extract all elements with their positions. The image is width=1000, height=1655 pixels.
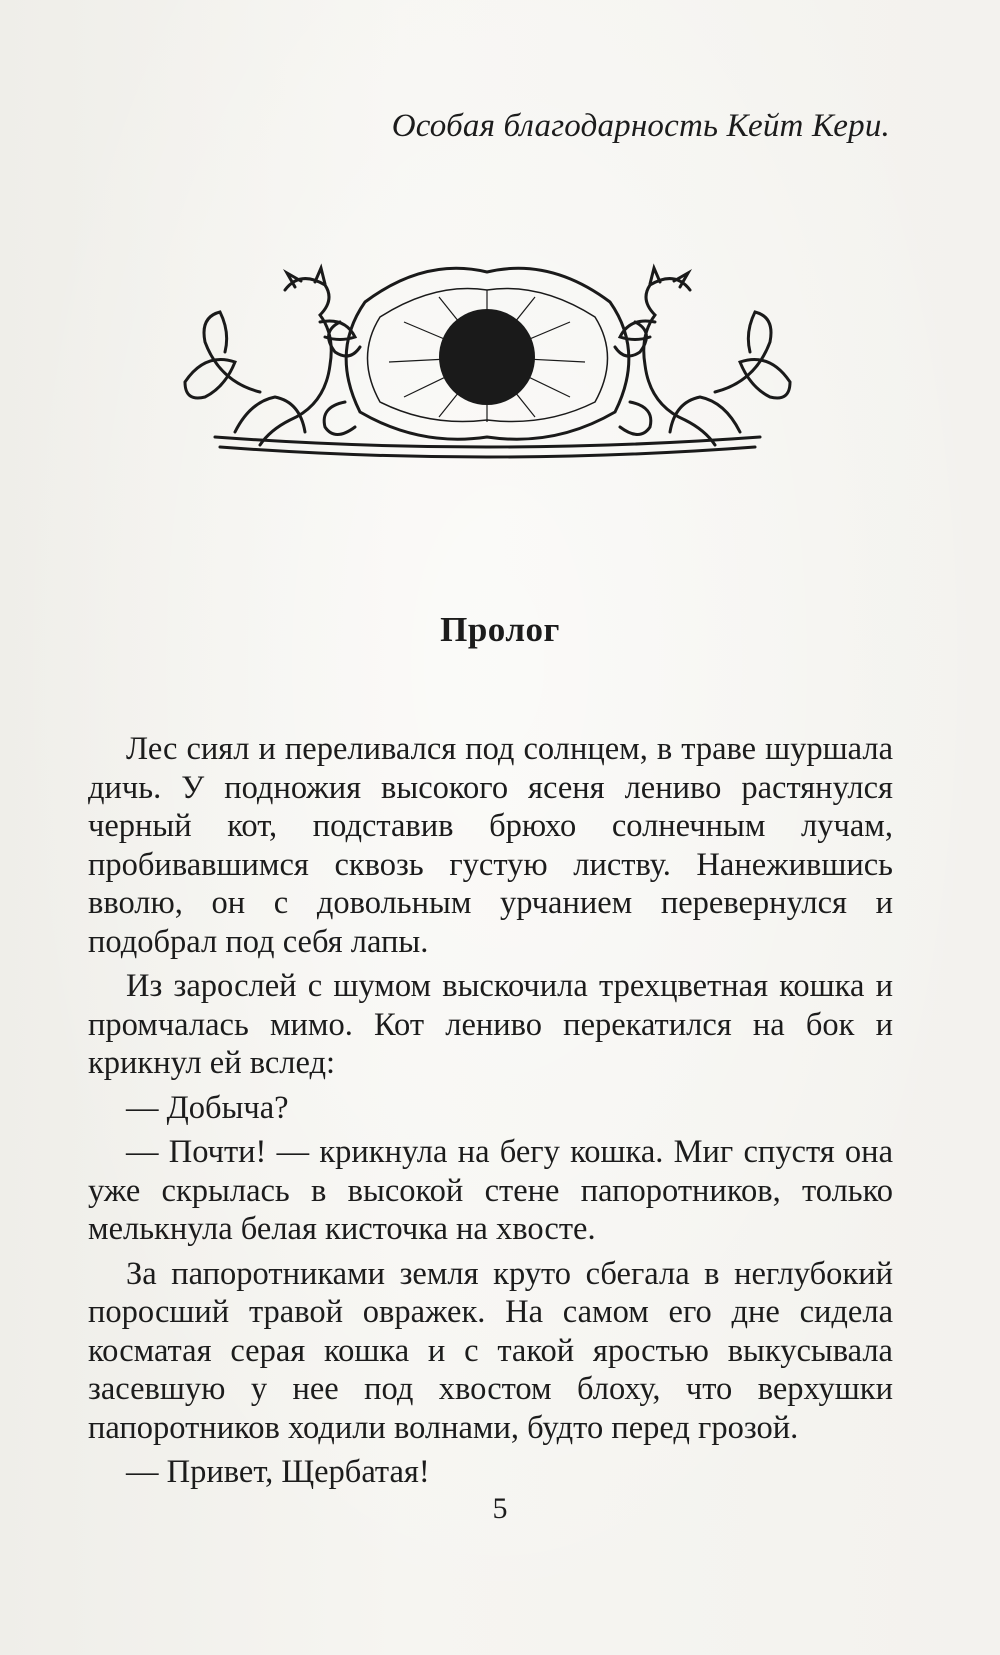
dedication: Особая благодарность Кейт Кери. [391,108,890,144]
heraldic-cats-sun-emblem-icon [175,262,800,480]
chapter-title: Пролог [440,610,560,649]
paragraph: — Добыча? [126,1089,289,1126]
paragraph: — Привет, Щербатая! [126,1454,430,1490]
paragraph: Из зарослей с шумом выскочила трехцветная кошка и промчалась мимо. Кот лениво перекатился на бок и крикнул ей вслед: [88,968,893,1081]
body-text [88,730,893,1498]
paragraph: Лес сиял и переливался под солнцем, в траве шуршала дичь. У подножия высокого ясеня лениво растянулся черный кот, подставив брюхо солнечным лучам, пробивавшимся сквозь густую листву. Нанежившись вволю, он с довольным урчанием перевернулся и подобрал под себя лапы. [88,731,893,960]
paragraph: — Почти! — крикнула на бегу кошка. Миг спустя она уже скрылась в высокой стене папоротников, только мелькнула белая кисточка на хвосте. [88,1134,893,1247]
page-number: 5 [492,1492,508,1525]
paragraph: За папоротниками земля круто сбегала в неглубокий поросший травой овражек. На самом его дне сидела косматая серая кошка и с такой яростью выкусывала засевшую у нее под хвостом блоху, что верхушки папоротников ходили волнами, будто перед грозой. [88,1255,893,1446]
